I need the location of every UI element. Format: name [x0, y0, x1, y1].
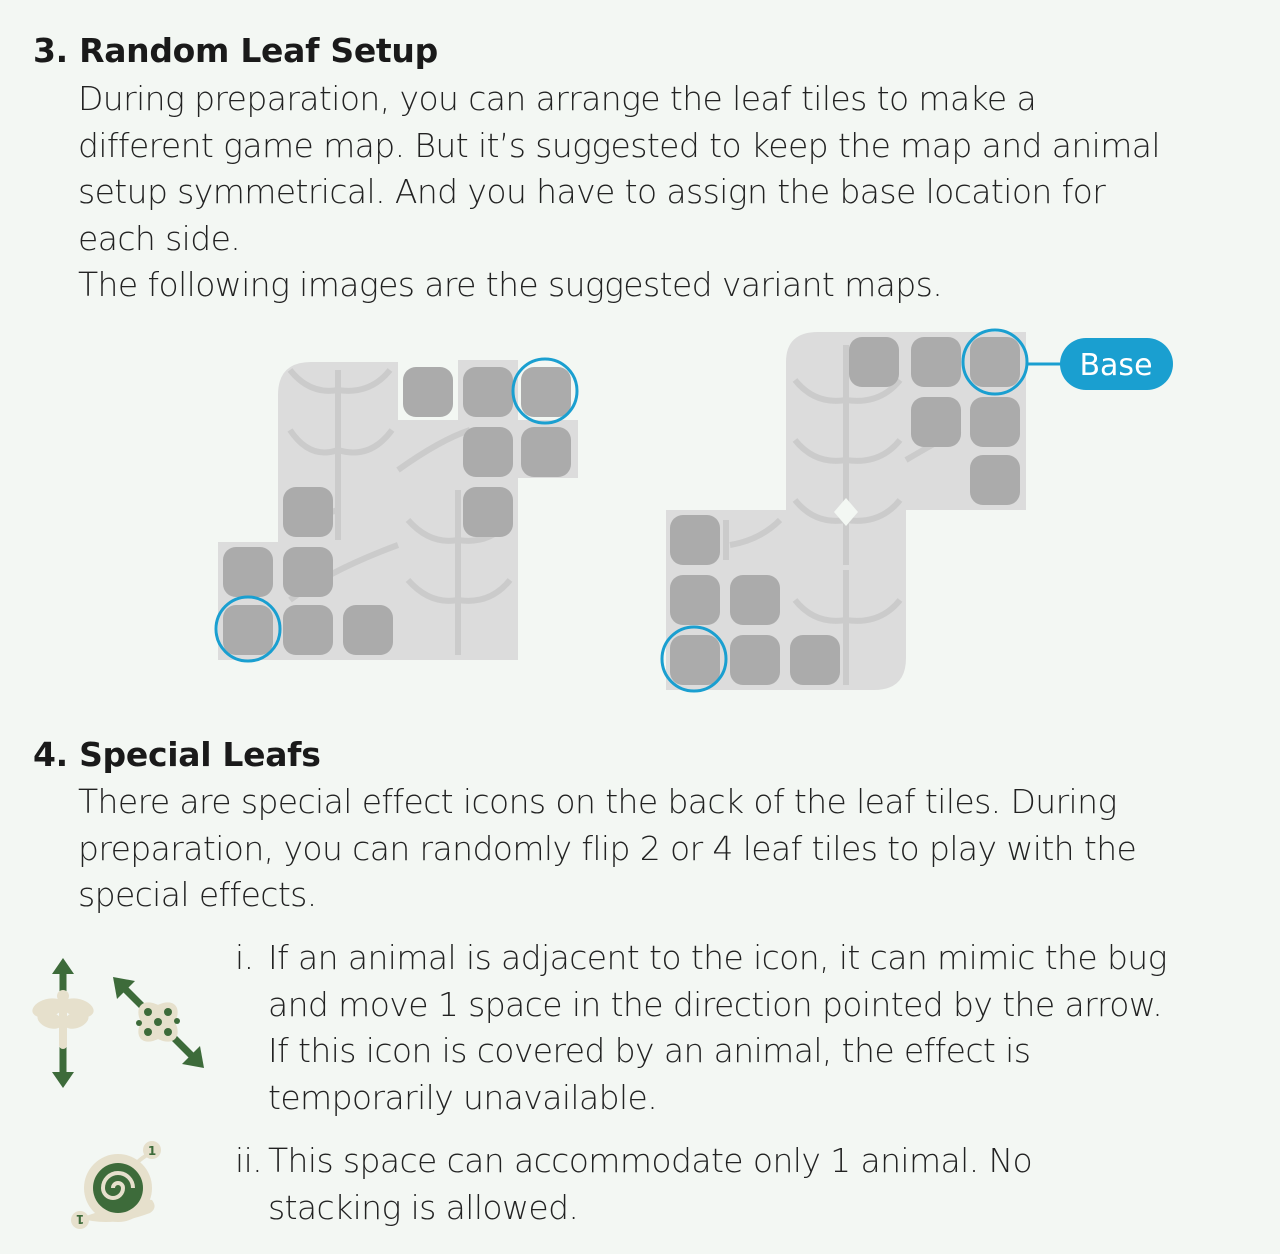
rule-text	[268, 1138, 1032, 1231]
dragonfly-arrow-icon	[28, 958, 98, 1088]
rule-line: If this icon is covered by an animal, the effect is	[268, 1031, 1031, 1070]
ladybug-diagonal-arrow-icon	[111, 975, 206, 1070]
rule-number: ii.	[235, 1141, 263, 1180]
paragraph-line: each side.	[78, 218, 241, 258]
rule-line: This space can accommodate only 1 animal. No	[268, 1141, 1033, 1180]
base-label: Base	[1079, 348, 1153, 383]
paragraph-line: The following images are the suggested variant maps.	[78, 265, 943, 304]
paragraph-line: setup symmetrical. And you have to assign the base location for	[78, 172, 1106, 211]
svg-text:1: 1	[75, 1212, 85, 1226]
rule-line: and move 1 space in the direction pointed by the arrow.	[268, 984, 1163, 1024]
rule-number: i.	[235, 938, 254, 977]
section-3-title: 3. Random Leaf Setup	[33, 31, 438, 70]
svg-text:1: 1	[147, 1144, 157, 1158]
paragraph-line: There are special effect icons on the back of the leaf tiles. During	[78, 782, 1117, 821]
rule-line: stacking is allowed.	[268, 1187, 579, 1227]
paragraph-line: preparation, you can randomly flip 2 or 4 leaf tiles to play with the	[78, 828, 1137, 868]
paragraph-line: special effects.	[78, 875, 317, 914]
snail-icon	[70, 1138, 165, 1228]
rule-line: If an animal is adjacent to the icon, it can mimic the bug	[268, 938, 1167, 977]
section-4-title: 4. Special Leafs	[33, 735, 321, 774]
section-4-paragraph	[78, 779, 1250, 919]
paragraph-line: During preparation, you can arrange the leaf tiles to make a	[78, 79, 1037, 118]
rule-text	[268, 935, 1167, 1121]
rule-line: temporarily unavailable.	[268, 1077, 658, 1117]
paragraph-line: different game map. But it’s suggested to keep the map and animal	[78, 125, 1160, 165]
